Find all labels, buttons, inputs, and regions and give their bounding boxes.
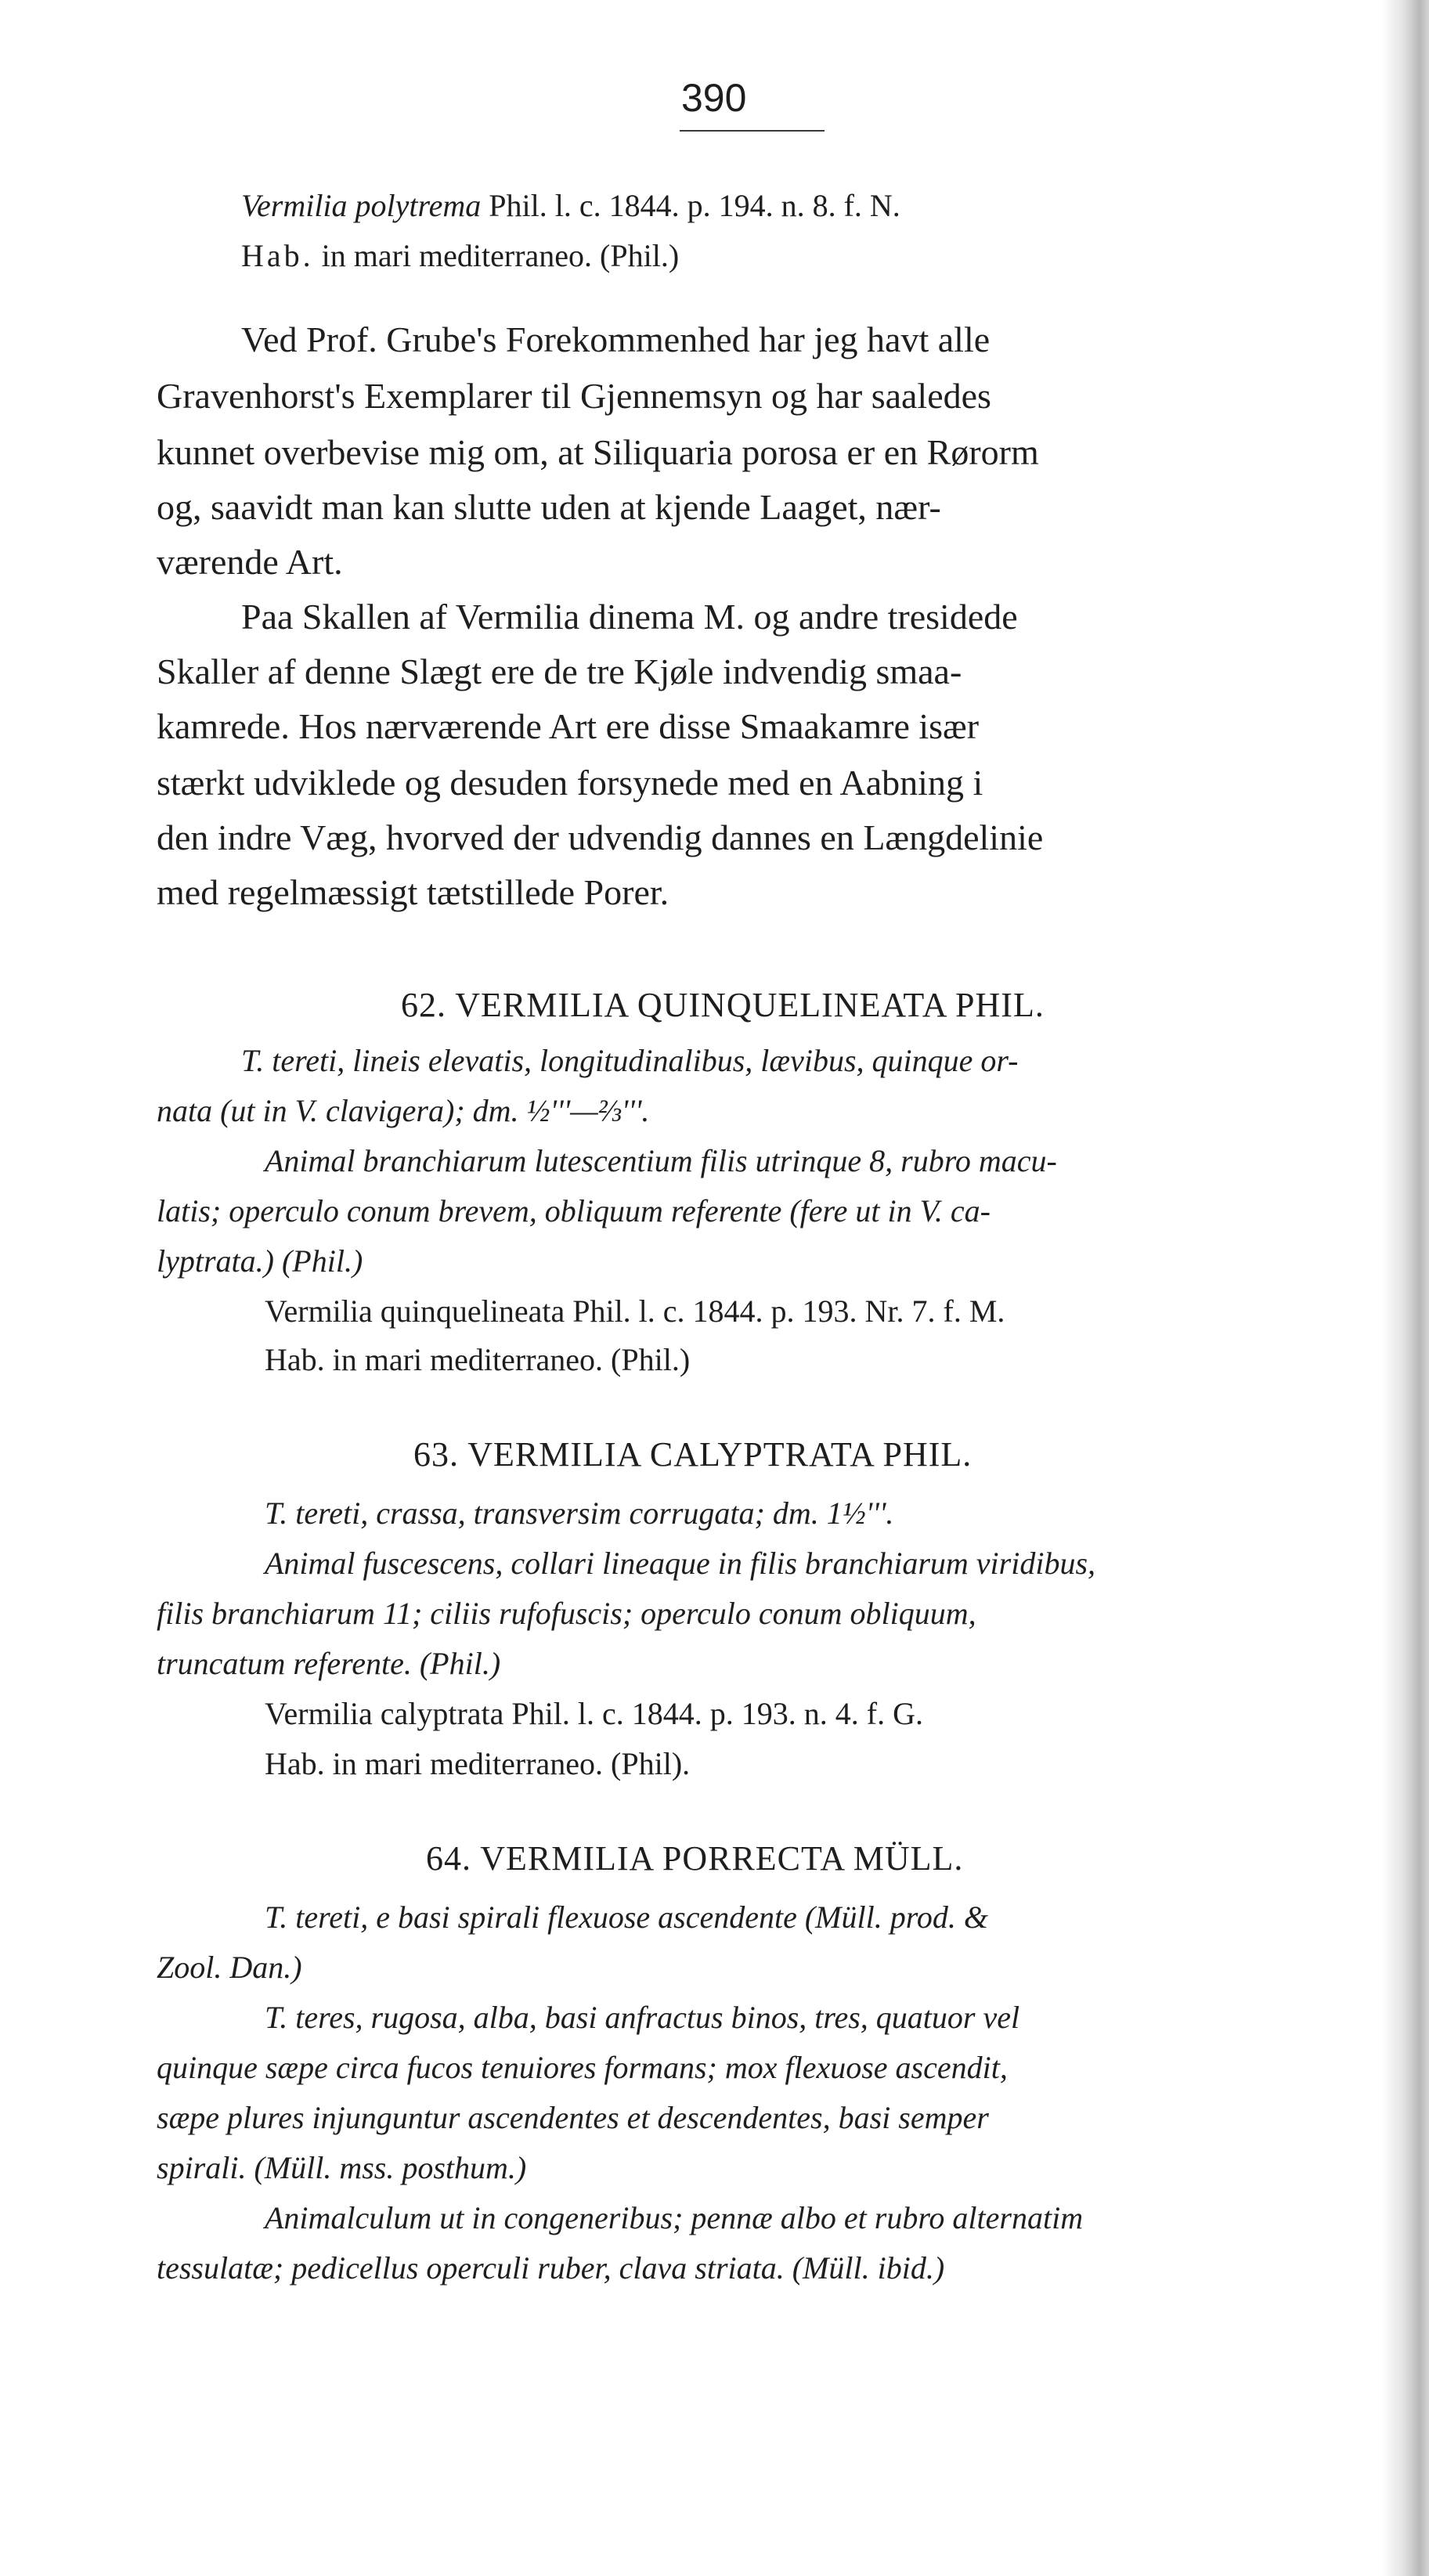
section-heading-63: 63. VERMILIA CALYPTRATA PHIL. (413, 1435, 973, 1474)
reference-line: Vermilia polytrema Phil. l. c. 1844. p. 194. n. 8. f. N. (241, 188, 900, 223)
diagnosis-line: T. tereti, lineis elevatis, longitudinalibus, lævibus, quinque or- (241, 1043, 1019, 1078)
section-heading-64: 64. VERMILIA PORRECTA MÜLL. (426, 1839, 964, 1878)
animal-description-line: Animal fuscescens, collari lineaque in filis branchiarum viridibus, (265, 1546, 1096, 1581)
description-line: spirali. (Müll. mss. posthum.) (157, 2150, 527, 2185)
page-number-rule (680, 130, 825, 132)
body-line: og, saavidt man kan slutte uden at kjende Laaget, nær- (157, 487, 941, 527)
description-line: T. teres, rugosa, alba, basi anfractus binos, tres, quatuor vel (265, 2000, 1020, 2035)
animal-description-line: Animal branchiarum lutescentium filis utrinque 8, rubro macu- (265, 1143, 1057, 1178)
body-line: Ved Prof. Grube's Forekommenhed har jeg havt alle (241, 319, 991, 359)
diagnosis-line (265, 1898, 988, 1937)
diagnosis-line: Zool. Dan.) (157, 1950, 302, 1985)
body-line: kamrede. Hos nærværende Art ere disse Smaakamre især (157, 706, 980, 746)
animal-description-line: tessulatæ; pedicellus operculi ruber, clava striata. (Müll. ibid.) (157, 2250, 945, 2286)
body-line: stærkt udviklede og desuden forsynede med en Aabning i (157, 763, 983, 803)
animal-description-line: lyptrata.) (Phil.) (157, 1243, 363, 1279)
animal-description-line: Animalculum ut in congeneribus; pennæ albo et rubro alternatim (265, 2200, 1084, 2235)
reference-line: Vermilia quinquelineata Phil. l. c. 1844. p. 193. Nr. 7. f. M. (265, 1293, 1005, 1329)
body-line: kunnet overbevise mig om, at Siliquaria porosa er en Rørorm (157, 432, 1039, 472)
description-line: sæpe plures injunguntur ascendentes et descendentes, basi semper (157, 2100, 989, 2135)
body-line: værende Art. (157, 542, 343, 582)
habitat-line: Hab. in mari mediterraneo. (Phil). (265, 1746, 691, 1781)
diagnosis-line: T. tereti, crassa, transversim corrugata; dm. 1½'''. (265, 1495, 894, 1531)
description-line: quinque sæpe circa fucos tenuiores formans; mox flexuose ascendit, (157, 2050, 1008, 2085)
page-number: 390 (681, 76, 747, 120)
habitat-line: Hab. in mari mediterraneo. (Phil.) (241, 238, 680, 273)
reference-line: Vermilia calyptrata Phil. l. c. 1844. p. 193. n. 4. f. G. (265, 1696, 923, 1731)
body-line: den indre Væg, hvorved der udvendig dannes en Længdelinie (157, 817, 1044, 857)
body-line: med regelmæssigt tætstillede Porer. (157, 872, 669, 912)
section-heading-62: 62. VERMILIA QUINQUELINEATA PHIL. (401, 986, 1045, 1024)
animal-description-line: filis branchiarum 11; ciliis rufofuscis; operculo conum obliquum, (157, 1596, 976, 1631)
page-edge-shadow (1382, 0, 1429, 2576)
body-line: Gravenhorst's Exemplarer til Gjennemsyn og har saaledes (157, 376, 991, 416)
habitat-line: Hab. in mari mediterraneo. (Phil.) (265, 1342, 691, 1377)
body-line: Skaller af denne Slægt ere de tre Kjøle indvendig smaa- (157, 651, 962, 691)
animal-description-line: truncatum referente. (Phil.) (157, 1646, 501, 1681)
diagnosis-text: T. tereti, e basi spirali flexuose ascendente (Müll. prod. & (265, 1900, 988, 1935)
body-line: Paa Skallen af Vermilia dinema M. og andre tresidede (241, 597, 1018, 637)
diagnosis-line: nata (ut in V. clavigera); dm. ½'''—⅔'''. (157, 1093, 650, 1128)
animal-description-line: latis; operculo conum brevem, obliquum referente (fere ut in V. ca- (157, 1193, 991, 1228)
